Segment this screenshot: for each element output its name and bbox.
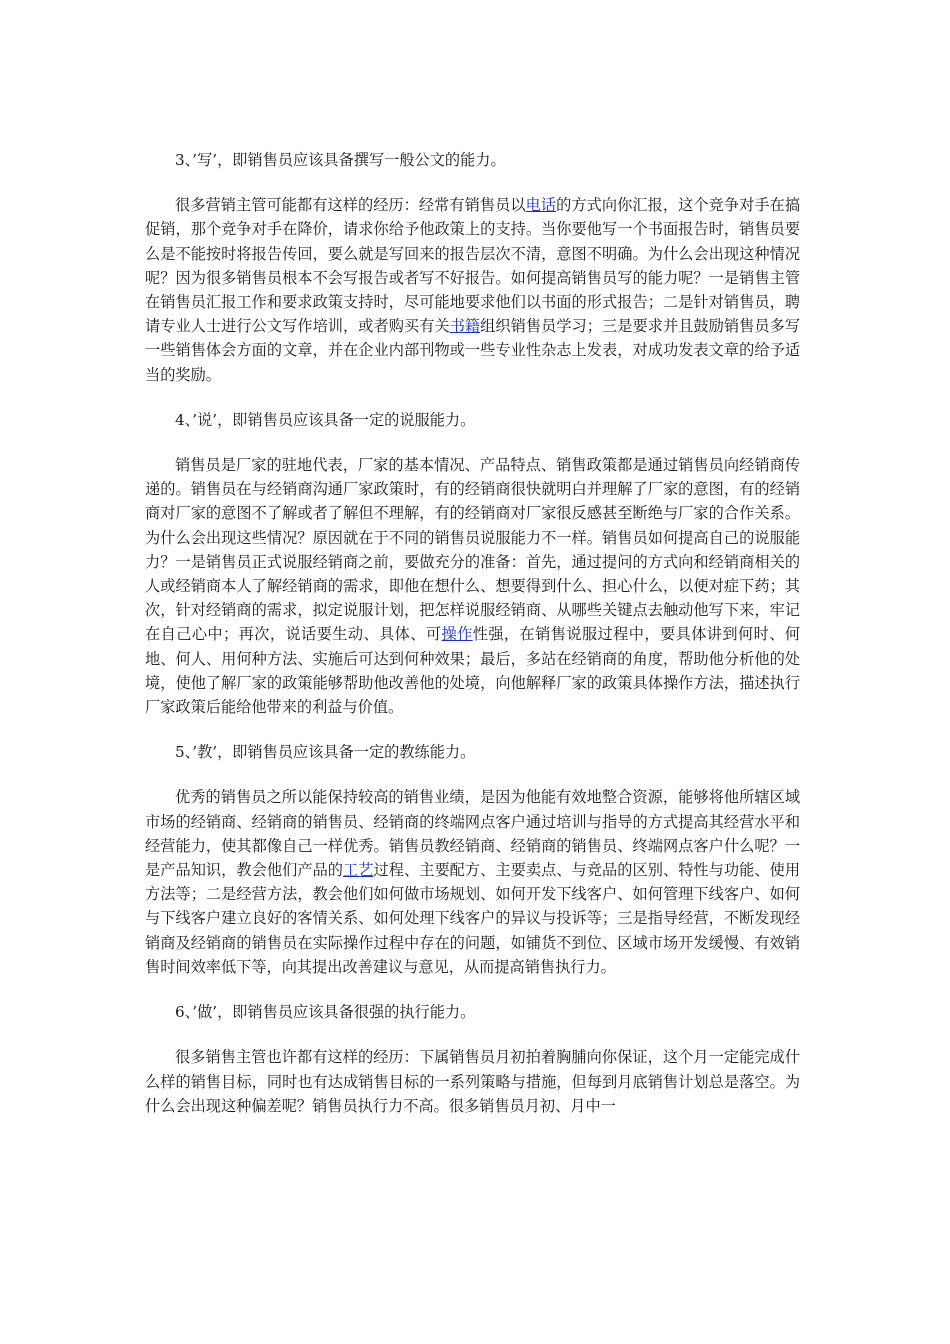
section-heading: 3、’写’，即销售员应该具备撰写一般公文的能力。	[175, 151, 506, 169]
paragraph-text: 很多营销主管可能都有这样的经历：经常有销售员以	[175, 196, 526, 215]
paragraph-text: 很多销售主管也许都有这样的经历：下属销售员月初拍着胸脯向你保证，这个月一定能完成什么样的销售目标，同时也有达成销售目标的一系列策略与措施，但每到月底销售计划总是落空。为什么会出现这种偏差呢？销售员执行力不高。很多销售员月初、月中一	[145, 1048, 800, 1115]
paragraph-text: 过程、主要配方、主要卖点、与竞品的区别、特性与功能、使用方法等；二是经营方法，教会他们如何做市场规划、如何开发下线客户、如何管理下线客户、如何与下线客户建立良好的客情关系、如何处理下线客户的异议与投诉等；三是指导经营，不断发现经销商及经销商的销售员在实际操作过程中存在的问题，如铺货不到位、区域市场开发缓慢、有效销售时间效率低下等，向其提出改善建议与意见，从而提高销售执行力。	[145, 861, 801, 976]
section-heading: 6、’做’，即销售员应该具备很强的执行能力。	[175, 1003, 476, 1022]
section-paragraph	[145, 1045, 800, 1118]
section-paragraph	[145, 453, 800, 719]
inline-link[interactable]: 操作	[441, 625, 473, 644]
inline-link[interactable]: 书籍	[449, 317, 481, 336]
inline-link[interactable]: 工艺	[343, 861, 374, 880]
paragraph-text: 组织销售员学习；三是要求并且鼓励销售员多写一些销售体会方面的文章，并在企业内部刊物或一些专业性杂志上发表，对成功发表文章的给予适当的奖励。	[145, 317, 801, 384]
section-heading: 5、’教’，即销售员应该具备一定的教练能力。	[175, 743, 476, 762]
paragraph-text: 性强，在销售说服过程中，要具体讲到何时、何地、何人、用何种方法、实施后可达到何种效果；最后，多站在经销商的角度，帮助他分析他的处境，使他了解厂家的政策能够帮助他改善他的处境，向他解释厂家的政策具体操作方法，描述执行厂家政策后能给他带来的利益与价值。	[145, 625, 801, 717]
section-paragraph	[145, 193, 800, 387]
paragraph-text: 销售员是厂家的驻地代表，厂家的基本情况、产品特点、销售政策都是通过销售员向经销商传递的。销售员在与经销商沟通厂家政策时，有的经销商很快就明白并理解了厂家的意图，有的经销商对厂家的意图不了解或者了解但不理解，有的经销商对厂家很反感甚至断绝与厂家的合作关系。为什么会出现这些情况？原因就在于不同的销售员说服能力不一样。销售员如何提高自己的说服能力？一是销售员正式说服经销商之前，要做充分的准备：首先，通过提问的方式向和经销商相关的人或经销商本人了解经销商的需求，即他在想什么、想要得到什么、担心什么，以便对症下药；其次，针对经销商的需求，拟定说服计划，把怎样说服经销商、从哪些关键点去触动他写下来，牢记在自己心中；再次，说话要生动、具体、可	[145, 456, 800, 644]
section-heading: 4、’说’，即销售员应该具备一定的说服能力。	[175, 410, 476, 429]
paragraph-text: 优秀的销售员之所以能保持较高的销售业绩，是因为他能有效地整合资源，能够将他所辖区域市场的经销商、经销商的销售员、经销商的终端网点客户通过培训与指导的方式提高其经营水平和经营能力，使其都像自己一样优秀。销售员教经销商、经销商的销售员、终端网点客户什么呢？一是产品知识，教会他们产品的	[145, 788, 800, 880]
paragraph-text: 的方式向你汇报，这个竞争对手在搞促销，那个竞争对手在降价，请求你给予他政策上的支持。当你要他写一个书面报告时，销售员要么是不能按时将报告传回，要么就是写回来的报告层次不清，意图不明确。为什么会出现这种情况呢？因为很多销售员根本不会写报告或者写不好报告。如何提高销售员写的能力呢？一是销售主管在销售员汇报工作和要求政策支持时，尽可能地要求他们以书面的形式报告；二是针对销售员，聘请专业人士进行公文写作培训，或者购买有关	[145, 196, 801, 336]
section-paragraph	[145, 785, 800, 979]
inline-link[interactable]: 电话	[525, 196, 557, 215]
document-content	[145, 148, 800, 1139]
